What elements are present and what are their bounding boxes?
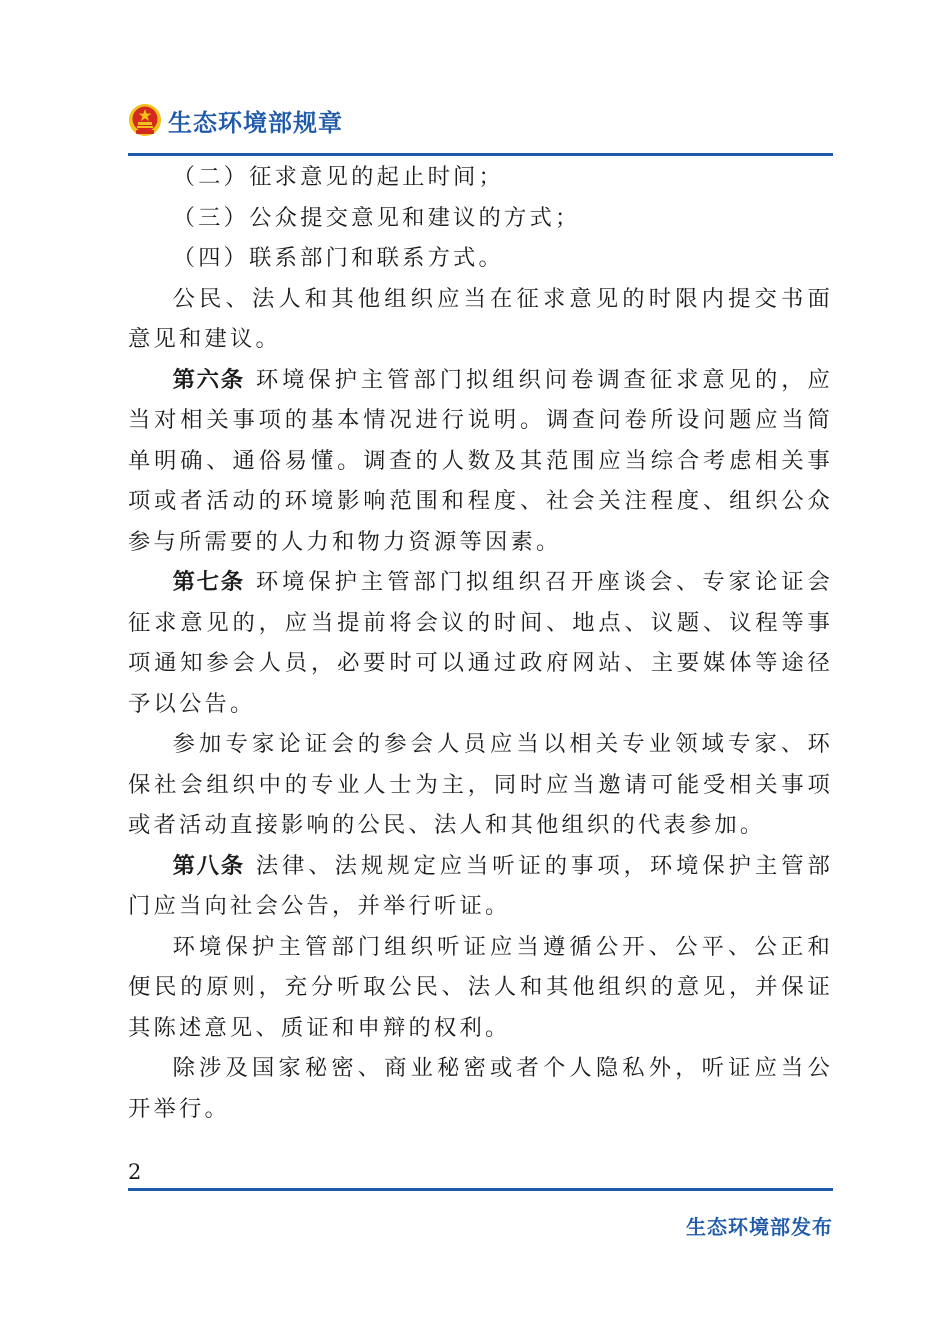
- paragraph-text: （二）征求意见的起止时间；: [172, 164, 505, 190]
- paragraph: [128, 238, 833, 279]
- national-emblem-icon: [128, 103, 162, 137]
- paragraph: [128, 1048, 833, 1129]
- paragraph: [128, 279, 833, 360]
- paragraph: [128, 724, 833, 846]
- paragraph-text: 环境保护主管部门组织听证应当遵循公开、公平、公正和便民的原则，充分听取公民、法人和其他组织的意见，并保证其陈述意见、质证和申辩的权利。: [128, 933, 833, 1041]
- paragraph-text: 法律、法规规定应当听证的事项，环境保护主管部门应当向社会公告，并举行听证。: [128, 852, 833, 919]
- paragraph: [128, 927, 833, 1049]
- article-paragraph: [128, 846, 833, 927]
- paragraph-text: 公民、法人和其他组织应当在征求意见的时限内提交书面意见和建议。: [128, 285, 833, 352]
- document-body: [128, 157, 833, 1129]
- paragraph-text: 环境保护主管部门拟组织问卷调查征求意见的，应当对相关事项的基本情况进行说明。调查问卷所设问题应当简单明确、通俗易懂。调查的人数及其范围应当综合考虑相关事项或者活动的环境影响范围和程度、社会关注程度、组织公众参与所需要的人力和物力资源等因素。: [128, 366, 833, 555]
- paragraph-text: 环境保护主管部门拟组织召开座谈会、专家论证会征求意见的，应当提前将会议的时间、地点、议题、议程等事项通知参会人员，必要时可以通过政府网站、主要媒体等途径予以公告。: [128, 569, 833, 717]
- paragraph-text: 除涉及国家秘密、商业秘密或者个人隐私外，听证应当公开举行。: [128, 1055, 833, 1122]
- article-number: 第八条: [172, 852, 245, 879]
- footer-divider: [128, 1188, 833, 1191]
- paragraph: [128, 157, 833, 198]
- paragraph-text: （四）联系部门和联系方式。: [172, 245, 505, 271]
- header-title: 生态环境部规章: [168, 108, 343, 137]
- article-paragraph: [128, 360, 833, 563]
- header-divider: [128, 153, 833, 156]
- page-header: [128, 98, 343, 142]
- footer-publisher: 生态环境部发布: [686, 1215, 833, 1239]
- article-number: 第七条: [172, 569, 245, 595]
- page-number: 2: [128, 1160, 142, 1184]
- paragraph: [128, 198, 833, 239]
- article-number: 第六条: [172, 366, 245, 393]
- paragraph-text: 参加专家论证会的参会人员应当以相关专业领域专家、环保社会组织中的专业人士为主，同时应当邀请可能受相关事项或者活动直接影响的公民、法人和其他组织的代表参加。: [128, 731, 833, 838]
- article-paragraph: [128, 562, 833, 724]
- paragraph-text: （三）公众提交意见和建议的方式；: [172, 204, 581, 231]
